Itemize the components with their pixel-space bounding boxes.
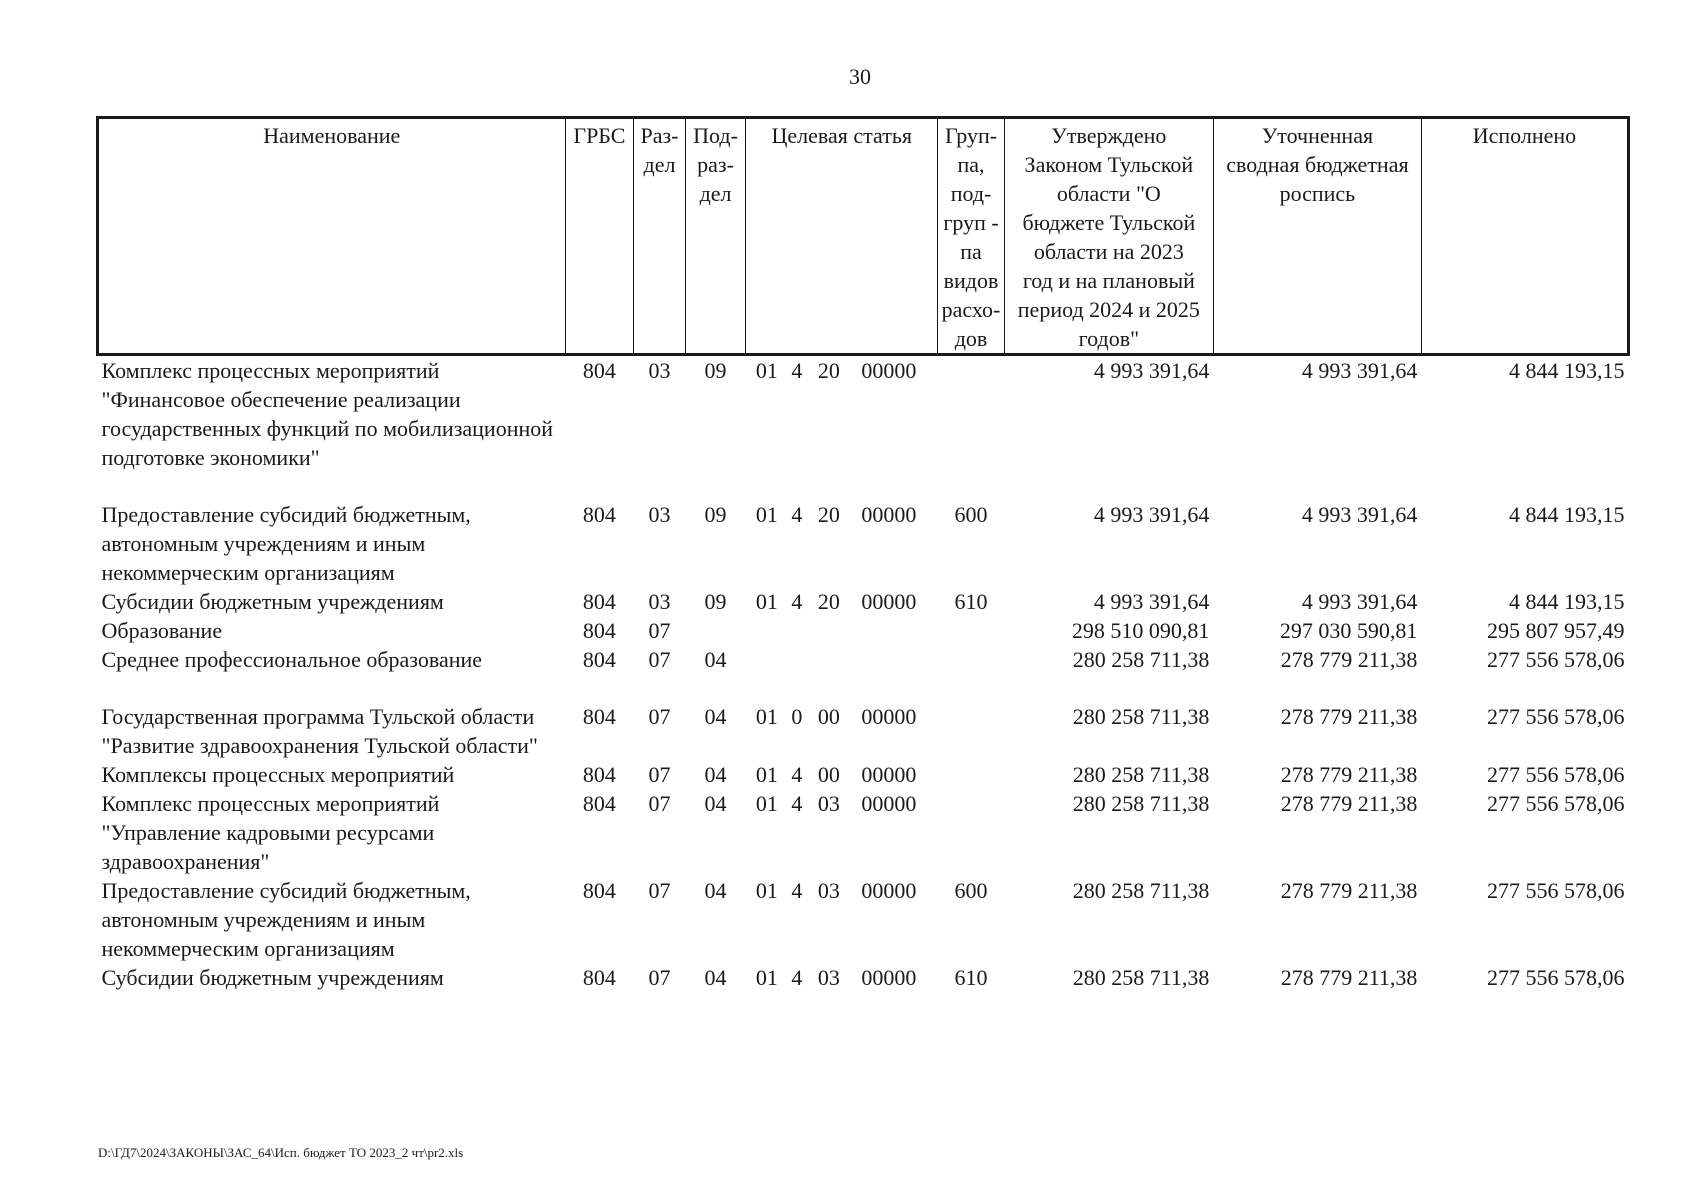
celevaya-statya-part: 00000 (861, 358, 917, 383)
celevaya-statya-part: 03 (817, 965, 840, 990)
celevaya-statya-part: 01 (755, 358, 778, 383)
cell-name: Комплекс процессных мероприятий "Финансовое обеспечение реализации государственных функций по мобилизационной подготовке экономики" (101, 358, 554, 470)
table-row (98, 876, 1629, 963)
cell-grbs: 804 (582, 791, 616, 816)
cell-utochnennaya: 278 779 211,38 (1280, 762, 1418, 787)
cell-vid-rashodov (938, 789, 1005, 876)
cell-name: Предоставление субсидий бюджетным, автономным учреждениям и иным некоммерческим организациям (101, 878, 471, 961)
cell-utverzhdeno: 4 993 391,64 (1093, 589, 1210, 614)
cell-ispolneno: 4 844 193,15 (1509, 502, 1625, 527)
cell-utverzhdeno: 280 258 711,38 (1072, 965, 1210, 990)
cell-celevaya-statya (746, 876, 938, 963)
cell-celevaya-statya (746, 616, 938, 645)
cell-razdel: 07 (648, 704, 671, 729)
cell-utochnennaya: 297 030 590,81 (1279, 618, 1418, 643)
cell-name: Комплекс процессных мероприятий "Управление кадровыми ресурсами здравоохранения" (101, 791, 440, 874)
cell-grbs: 804 (582, 878, 616, 903)
celevaya-statya-part: 01 (755, 502, 778, 527)
cell-vid-rashodov (938, 355, 1005, 501)
cell-name: Среднее профессиональное образование (101, 647, 483, 672)
cell-grbs: 804 (582, 965, 616, 990)
header-row (98, 118, 1629, 355)
table-row (98, 500, 1629, 587)
cell-utochnennaya: 278 779 211,38 (1280, 965, 1418, 990)
cell-grbs: 804 (582, 358, 616, 383)
table-row (98, 789, 1629, 876)
table-row (98, 702, 1629, 760)
cell-vid-rashodov: 600 (954, 502, 988, 527)
cell-name: Предоставление субсидий бюджетным, автономным учреждениям и иным некоммерческим организациям (101, 502, 471, 585)
cell-razdel: 07 (648, 762, 671, 787)
budget-table-container (96, 116, 1630, 992)
cell-vid-rashodov (938, 616, 1005, 645)
cell-grbs: 804 (582, 704, 616, 729)
cell-grbs: 804 (582, 502, 616, 527)
cell-grbs: 804 (582, 762, 616, 787)
celevaya-statya-part: 00000 (861, 704, 917, 729)
cell-utochnennaya: 278 779 211,38 (1280, 704, 1418, 729)
celevaya-statya-part: 00 (817, 762, 840, 787)
header-razdel: Раз- дел (634, 118, 686, 355)
header-utverzhdeno: Утверждено Законом Тульской области "О бюджете Тульской области на 2023 год и на плановый период 2024 и 2025 годов" (1004, 118, 1213, 355)
cell-razdel: 07 (648, 618, 671, 643)
cell-ispolneno: 277 556 578,06 (1487, 704, 1625, 729)
cell-utochnennaya: 4 993 391,64 (1301, 502, 1418, 527)
cell-celevaya-statya (746, 645, 938, 702)
cell-podrazdel: 04 (704, 647, 727, 672)
cell-utverzhdeno: 280 258 711,38 (1072, 647, 1210, 672)
cell-razdel: 03 (648, 502, 671, 527)
cell-podrazdel: 09 (704, 502, 727, 527)
header-name: Наименование (98, 118, 566, 355)
celevaya-statya-part: 01 (755, 589, 778, 614)
cell-celevaya-statya (746, 789, 938, 876)
cell-utochnennaya: 278 779 211,38 (1280, 791, 1418, 816)
cell-utverzhdeno: 280 258 711,38 (1072, 762, 1210, 787)
cell-razdel: 07 (648, 878, 671, 903)
cell-podrazdel: 04 (704, 965, 727, 990)
celevaya-statya-part: 03 (817, 791, 840, 816)
cell-vid-rashodov (938, 760, 1005, 789)
header-gruppa-vidov-rashodov: Груп- па, под- груп - па видов расхо- дов (938, 118, 1005, 355)
table-row (98, 616, 1629, 645)
celevaya-statya-part: 4 (791, 762, 803, 787)
celevaya-statya-part: 4 (791, 502, 803, 527)
celevaya-statya-part: 03 (817, 878, 840, 903)
celevaya-statya-part: 4 (791, 589, 803, 614)
cell-name: Субсидии бюджетным учреждениям (101, 589, 444, 614)
table-row (98, 355, 1629, 501)
cell-podrazdel: 04 (704, 704, 727, 729)
cell-utochnennaya: 278 779 211,38 (1280, 878, 1418, 903)
cell-razdel: 03 (648, 589, 671, 614)
cell-grbs: 804 (582, 618, 616, 643)
celevaya-statya-part: 00000 (861, 762, 917, 787)
table-row (98, 963, 1629, 992)
celevaya-statya-part: 00000 (861, 878, 917, 903)
celevaya-statya-part: 4 (791, 791, 803, 816)
table-row (98, 760, 1629, 789)
cell-celevaya-statya (746, 963, 938, 992)
celevaya-statya-part: 01 (755, 704, 778, 729)
cell-razdel: 07 (648, 647, 671, 672)
celevaya-statya-part: 0 (791, 704, 803, 729)
cell-ispolneno: 277 556 578,06 (1487, 647, 1625, 672)
cell-utverzhdeno: 280 258 711,38 (1072, 791, 1210, 816)
header-ispolneno: Исполнено (1421, 118, 1628, 355)
header-podrazdel: Под- раз- дел (685, 118, 746, 355)
celevaya-statya-part: 00000 (861, 502, 917, 527)
cell-utochnennaya: 4 993 391,64 (1301, 358, 1418, 383)
cell-ispolneno: 277 556 578,06 (1487, 965, 1625, 990)
cell-vid-rashodov (938, 645, 1005, 702)
cell-ispolneno: 277 556 578,06 (1487, 762, 1625, 787)
cell-name: Комплексы процессных мероприятий (101, 762, 455, 787)
cell-podrazdel: 09 (704, 589, 727, 614)
cell-utverzhdeno: 4 993 391,64 (1093, 358, 1210, 383)
file-path-footer: D:\ГД7\2024\ЗАКОНЫ\ЗАС_64\Исп. бюджет ТО 2023_2 чт\pr2.xls (98, 1145, 464, 1160)
cell-celevaya-statya (746, 355, 938, 501)
cell-vid-rashodov: 600 (954, 878, 988, 903)
table-body (98, 355, 1629, 993)
cell-razdel: 07 (648, 965, 671, 990)
celevaya-statya-part: 00000 (861, 791, 917, 816)
celevaya-statya-part: 01 (755, 762, 778, 787)
cell-vid-rashodov (938, 702, 1005, 760)
cell-podrazdel (685, 616, 746, 645)
celevaya-statya-part: 00 (817, 704, 840, 729)
celevaya-statya-part: 4 (791, 965, 803, 990)
cell-ispolneno: 4 844 193,15 (1509, 589, 1625, 614)
cell-vid-rashodov: 610 (954, 965, 988, 990)
celevaya-statya-part: 4 (791, 878, 803, 903)
cell-utverzhdeno: 280 258 711,38 (1072, 704, 1210, 729)
cell-razdel: 03 (648, 358, 671, 383)
page-number: 30 (849, 64, 871, 89)
cell-celevaya-statya (746, 587, 938, 616)
cell-vid-rashodov: 610 (954, 589, 988, 614)
cell-podrazdel: 04 (704, 762, 727, 787)
cell-utverzhdeno: 4 993 391,64 (1093, 502, 1210, 527)
cell-grbs: 804 (582, 589, 616, 614)
cell-utverzhdeno: 280 258 711,38 (1072, 878, 1210, 903)
celevaya-statya-part: 01 (755, 878, 778, 903)
table-header (98, 118, 1629, 355)
celevaya-statya-part: 00000 (861, 589, 917, 614)
table-row (98, 645, 1629, 702)
cell-name: Образование (101, 618, 223, 643)
cell-razdel: 07 (648, 791, 671, 816)
cell-podrazdel: 04 (704, 791, 727, 816)
cell-celevaya-statya (746, 500, 938, 587)
cell-utochnennaya: 4 993 391,64 (1301, 589, 1418, 614)
cell-grbs: 804 (582, 647, 616, 672)
cell-name: Государственная программа Тульской области "Развитие здравоохранения Тульской области" (101, 704, 538, 758)
header-celevaya-statya: Целевая статья (746, 118, 938, 355)
cell-podrazdel: 04 (704, 878, 727, 903)
celevaya-statya-part: 00000 (861, 965, 917, 990)
celevaya-statya-part: 01 (755, 791, 778, 816)
celevaya-statya-part: 20 (817, 502, 840, 527)
cell-celevaya-statya (746, 702, 938, 760)
cell-ispolneno: 277 556 578,06 (1487, 878, 1625, 903)
cell-utochnennaya: 278 779 211,38 (1280, 647, 1418, 672)
header-grbs: ГРБС (565, 118, 634, 355)
cell-celevaya-statya (746, 760, 938, 789)
cell-ispolneno: 295 807 957,49 (1487, 618, 1625, 643)
celevaya-statya-part: 01 (755, 965, 778, 990)
cell-ispolneno: 277 556 578,06 (1487, 791, 1625, 816)
table-row (98, 587, 1629, 616)
header-utochnennaya: Уточненная сводная бюджетная роспись (1213, 118, 1421, 355)
celevaya-statya-part: 4 (791, 358, 803, 383)
cell-name: Субсидии бюджетным учреждениям (101, 965, 444, 990)
celevaya-statya-part: 20 (817, 358, 840, 383)
cell-ispolneno: 4 844 193,15 (1509, 358, 1625, 383)
budget-table (96, 116, 1630, 992)
cell-podrazdel: 09 (704, 358, 727, 383)
cell-utverzhdeno: 298 510 090,81 (1071, 618, 1210, 643)
celevaya-statya-part: 20 (817, 589, 840, 614)
